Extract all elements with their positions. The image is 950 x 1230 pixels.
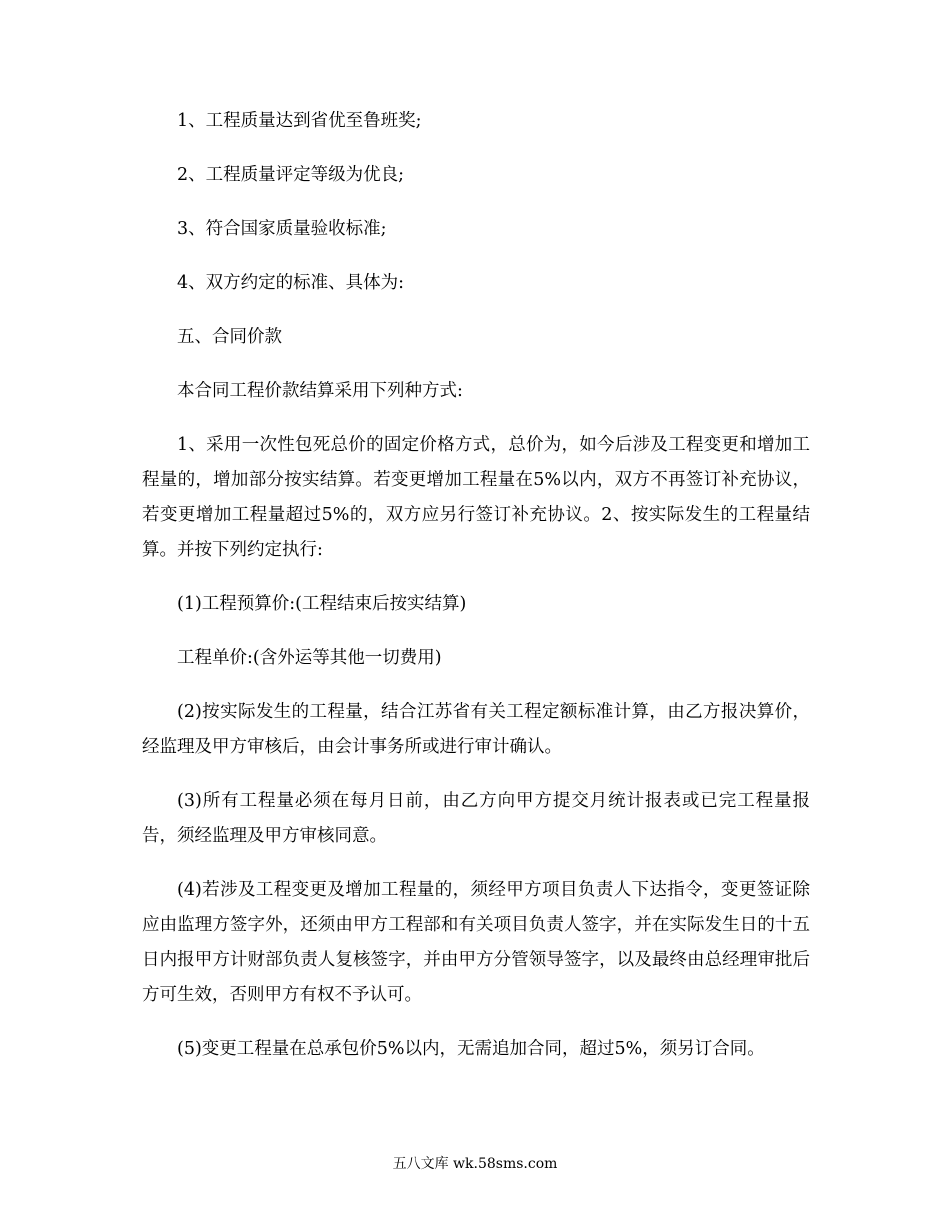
paragraph: 本合同工程价款结算采用下列种方式:: [177, 381, 463, 401]
paragraph: 1、采用一次性包死总价的固定价格方式，总价为，如今后涉及工程变更和增加工程量的，增加部分按实结算。若变更增加工程量在5%以内，双方不再签订补充协议，若变更增加工程量超过5%的，双方应另行签订补充协议。2、按实际发生的工程量结算。并按下列约定执行:: [142, 435, 810, 560]
paragraph: (1)工程预算价:(工程结束后按实结算): [177, 594, 467, 614]
page-footer: 五八文库 wk.58sms.com: [392, 1156, 558, 1172]
paragraph: 2、工程质量评定等级为优良;: [177, 165, 405, 185]
paragraph: 3、符合国家质量验收标准;: [177, 219, 387, 239]
paragraph: (2)按实际发生的工程量，结合江苏省有关工程定额标准计算，由乙方报决算价，经监理及甲方审核后，由会计事务所或进行审计确认。: [142, 702, 810, 757]
section-heading: 五、合同价款: [177, 327, 282, 347]
paragraph: (5)变更工程量在总承包价5%以内，无需追加合同，超过5%，须另订合同。: [177, 1039, 765, 1059]
document-body: [142, 104, 810, 1086]
paragraph: 4、双方约定的标准、具体为:: [177, 273, 405, 293]
paragraph: 工程单价:(含外运等其他一切费用): [177, 648, 442, 668]
paragraph: (3)所有工程量必须在每月日前，由乙方向甲方提交月统计报表或已完工程量报告，须经监理及甲方审核同意。: [142, 791, 810, 846]
paragraph: (4)若涉及工程变更及增加工程量的，须经甲方项目负责人下达指令，变更签证除应由监理方签字外，还须由甲方工程部和有关项目负责人签字，并在实际发生日的十五日内报甲方计财部负责人复核签字，并由甲方分管领导签字，以及最终由总经理审批后方可生效，否则甲方有权不予认可。: [142, 880, 810, 1005]
paragraph: 1、工程质量达到省优至鲁班奖;: [177, 111, 422, 131]
